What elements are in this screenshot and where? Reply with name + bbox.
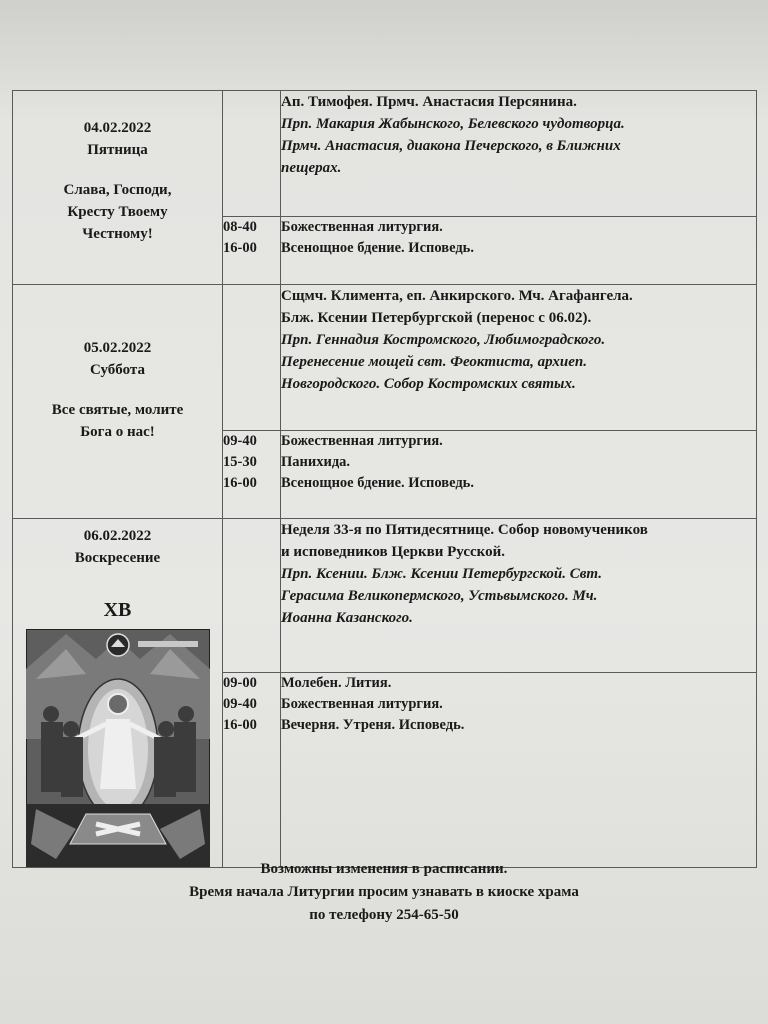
feast-line: и исповедников Церкви Русской. [281,544,505,560]
feast-line: Иоанна Казанского. [281,610,413,626]
service-name: Всенощное бдение. Исповедь. [281,240,474,256]
service-name: Божественная литургия. [281,219,443,235]
day-cell [13,519,223,868]
feast-line: Перенесение мощей свт. Феоктиста, архиеп. [281,354,587,370]
day-date: 05.02.2022 [83,340,152,356]
time-cell [223,672,281,867]
motto-line: Бога о нас! [80,424,155,440]
day-row-feast [13,519,757,673]
day-date: 04.02.2022 [83,120,152,136]
day-weekday: Суббота [90,362,145,378]
service-time: 15-30 [223,454,257,470]
feast-cell [281,91,757,217]
time-cell-empty [223,285,281,431]
time-cell-empty [223,91,281,217]
services-cell [281,672,757,867]
time-cell-empty [223,519,281,673]
feast-line: Прп. Макария Жабынского, Белевского чудотворца. [281,116,625,132]
service-name: Панихида. [281,454,351,470]
motto-line: Кресту Твоему [67,204,168,220]
resurrection-icon [26,629,210,867]
feast-cell [281,519,757,673]
service-time: 08-40 [223,219,257,235]
day-weekday: Воскресение [74,550,161,566]
service-time: 16-00 [223,716,257,733]
service-name: Всенощное бдение. Исповедь. [281,475,474,491]
feast-line: Неделя 33-я по Пятидесятнице. Собор новомучеников [281,522,648,538]
service-time: 16-00 [223,475,257,491]
schedule-table [12,90,757,868]
day-date: 06.02.2022 [83,528,152,544]
day-row-feast [13,285,757,431]
day-row-feast [13,91,757,217]
feast-line: Прп. Ксении. Блж. Ксении Петербургской. Свт. [281,566,603,582]
service-time: 16-00 [223,240,257,256]
service-name: Молебен. Лития. [281,674,392,691]
service-name: Вечерня. Утреня. Исповедь. [281,716,465,733]
service-time: 09-40 [223,695,257,712]
feast-line: Прмч. Анастасия, диакона Печерского, в Ближних [281,138,621,154]
feast-line: Сщмч. Климента, еп. Анкирского. Мч. Агафангела. [281,288,633,304]
feast-cell [281,285,757,431]
day-weekday: Пятница [87,142,148,158]
day-cell [13,285,223,519]
motto-line: Слава, Господи, [63,182,172,198]
service-name: Божественная литургия. [281,695,443,712]
motto-line: Честному! [82,226,153,242]
motto-line: Все святые, молите [51,402,184,418]
day-motto [13,399,222,443]
service-name: Божественная литургия. [281,433,443,449]
service-time: 09-00 [223,674,257,691]
footer-note [0,858,768,927]
services-cell [281,431,757,519]
feast-line: Новгородского. Собор Костромских святых. [281,376,576,392]
time-cell [223,217,281,285]
feast-line: Ап. Тимофея. Прмч. Анастасия Персянина. [281,94,577,110]
feast-line: Герасима Великопермского, Устьвымского. Мч. [281,588,598,604]
feast-line: Прп. Геннадия Костромского, Любимоградского. [281,332,606,348]
services-cell [281,217,757,285]
time-cell [223,431,281,519]
footer-line-3: по телефону 254-65-50 [309,907,459,923]
feast-line: пещерах. [281,160,342,176]
footer-line-2: Время начала Литургии просим узнавать в киоске храма [189,884,579,900]
feast-line: Блж. Ксении Петербургской (перенос с 06.02). [281,310,592,326]
day-motto [13,179,222,245]
service-time: 09-40 [223,433,257,449]
day-badge: ХВ [103,599,132,621]
footer-line-1: Возможны изменения в расписании. [260,861,508,877]
day-cell [13,91,223,285]
